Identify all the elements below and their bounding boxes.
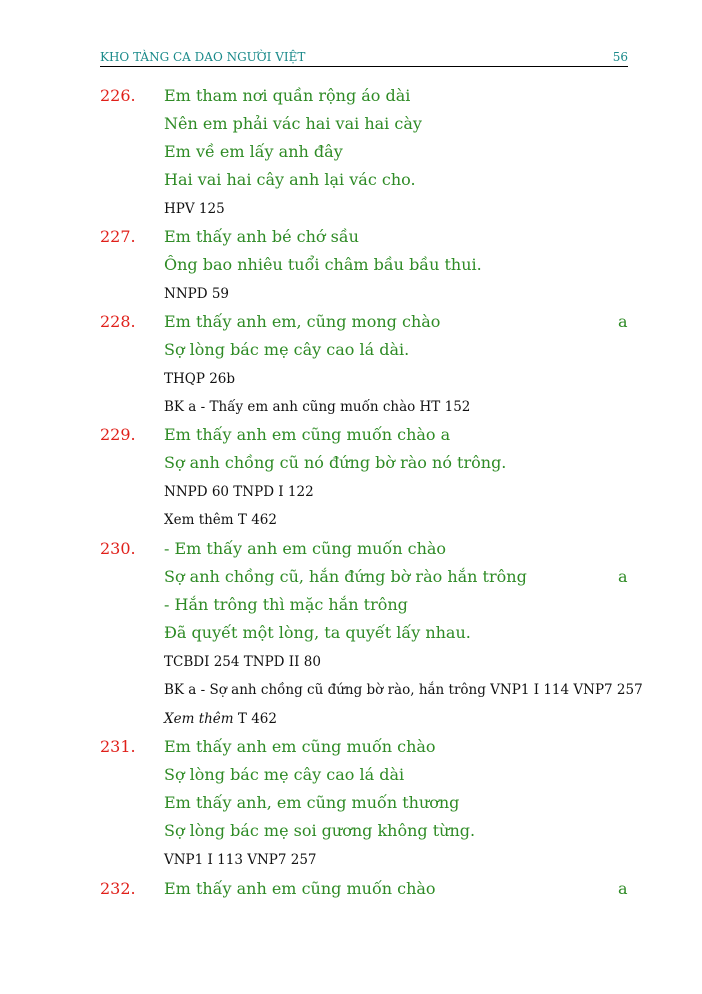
source-note: NNPD 59 (164, 286, 230, 302)
see-also-note (164, 710, 277, 728)
entry-227-source (0, 285, 702, 313)
entry-230-line-4 (0, 623, 702, 651)
entry-226-line-1 (0, 86, 702, 114)
page-number: 56 (612, 50, 628, 64)
see-also-label: Xem thêm (164, 711, 234, 727)
see-also-ref: T 462 (233, 711, 277, 727)
verse-line: Sợ lòng bác mẹ soi gương không từng. (164, 821, 476, 840)
entry-227-line-1 (0, 227, 702, 255)
entry-number: 230. (100, 539, 136, 558)
verse-line: Sợ anh chồng cũ nó đứng bờ rào nó trông. (164, 453, 507, 472)
entry-number: 229. (100, 425, 136, 444)
entry-226-line-4 (0, 170, 702, 198)
see-also-note: Xem thêm T 462 (164, 512, 277, 528)
verse-line: - Hắn trông thì mặc hắn trông (164, 595, 408, 614)
entry-231-line-3 (0, 793, 702, 821)
entry-230-source (0, 653, 702, 681)
entry-229-line-1 (0, 425, 702, 453)
entry-226-source (0, 200, 702, 228)
entry-226-line-2 (0, 114, 702, 142)
source-note: TCBDI 254 TNPD II 80 (164, 654, 321, 670)
entry-number: 228. (100, 312, 136, 331)
variant-note: BK a - Sợ anh chồng cũ đứng bờ rào, hắn trông VNP1 I 114 VNP7 257 (164, 682, 643, 698)
verse-line: Em thấy anh em cũng muốn chào (164, 879, 436, 898)
entry-number: 227. (100, 227, 136, 246)
entry-229-source (0, 483, 702, 511)
entry-230-see-also (0, 710, 702, 738)
verse-line: Em thấy anh em, cũng mong chào (164, 312, 441, 331)
source-note: HPV 125 (164, 201, 225, 217)
verse-line: Em về em lấy anh đây (164, 142, 343, 161)
entry-229-see-also (0, 511, 702, 539)
entry-230-line-2 (0, 567, 702, 595)
variant-mark: a (618, 567, 628, 586)
entry-227-line-2 (0, 255, 702, 283)
entry-230-line-1 (0, 539, 702, 567)
entry-228-source (0, 370, 702, 398)
verse-line: - Em thấy anh em cũng muốn chào (164, 539, 447, 558)
verse-line: Em thấy anh em cũng muốn chào (164, 737, 436, 756)
verse-line: Sợ lòng bác mẹ cây cao lá dài. (164, 340, 410, 359)
entry-number: 226. (100, 86, 136, 105)
verse-line: Em thấy anh, em cũng muốn thương (164, 793, 460, 812)
verse-line: Em thấy anh em cũng muốn chào a (164, 425, 451, 444)
source-note: THQP 26b (164, 371, 236, 387)
source-note: NNPD 60 TNPD I 122 (164, 484, 314, 500)
entry-number: 231. (100, 737, 136, 756)
entry-226-line-3 (0, 142, 702, 170)
verse-line: Ông bao nhiêu tuổi châm bầu bầu thui. (164, 255, 482, 274)
verse-line: Sợ anh chồng cũ, hắn đứng bờ rào hắn trông (164, 567, 527, 586)
verse-line: Em thấy anh bé chớ sầu (164, 227, 359, 246)
verse-line: Sợ lòng bác mẹ cây cao lá dài (164, 765, 405, 784)
verse-line: Nên em phải vác hai vai hai cày (164, 114, 422, 133)
entry-231-source (0, 851, 702, 879)
entry-228-line-2 (0, 340, 702, 368)
entry-232-line-1 (0, 879, 702, 907)
entry-230-line-3 (0, 595, 702, 623)
entry-231-line-4 (0, 821, 702, 849)
entry-228-variant (0, 398, 702, 426)
entry-231-line-1 (0, 737, 702, 765)
entry-231-line-2 (0, 765, 702, 793)
variant-note: BK a - Thấy em anh cũng muốn chào HT 152 (164, 399, 471, 415)
book-title: KHO TÀNG CA DAO NGƯỜI VIỆT (100, 50, 306, 64)
entry-228-line-1 (0, 312, 702, 340)
variant-mark: a (618, 879, 628, 898)
variant-mark: a (618, 312, 628, 331)
verse-line: Đã quyết một lòng, ta quyết lấy nhau. (164, 623, 471, 642)
running-header (100, 50, 628, 67)
entry-number: 232. (100, 879, 136, 898)
verse-line: Hai vai hai cây anh lại vác cho. (164, 170, 416, 189)
verse-line: Em tham nơi quần rộng áo dài (164, 86, 411, 105)
entry-229-line-2 (0, 453, 702, 481)
source-note: VNP1 I 113 VNP7 257 (164, 852, 317, 868)
entry-230-variant (0, 681, 702, 709)
